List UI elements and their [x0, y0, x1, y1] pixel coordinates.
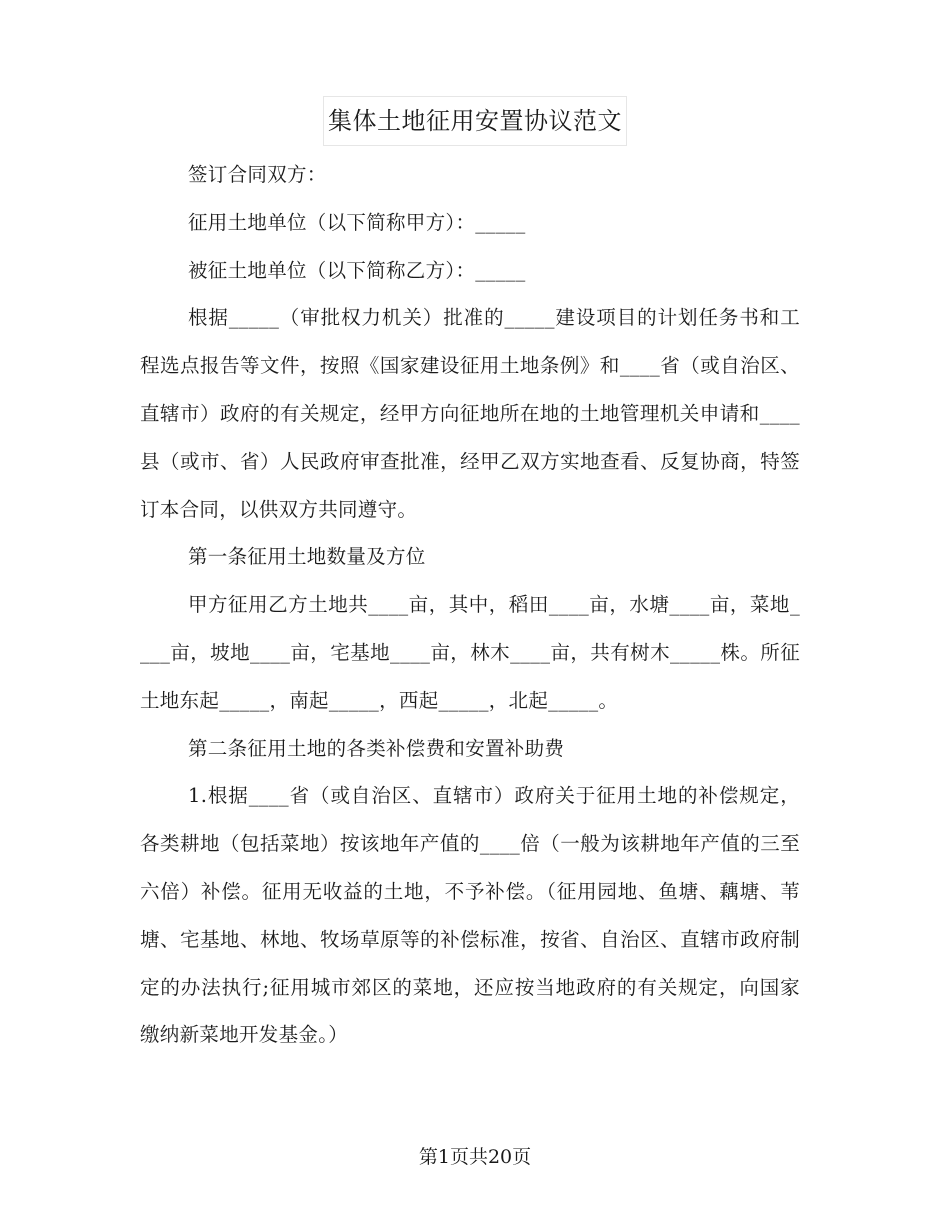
document-body [140, 151, 800, 1059]
paragraph-article-1: 甲方征用乙方土地共____亩，其中，稻田____亩，水塘____亩，菜地____亩，坡地____亩，宅基地____亩，林木____亩，共有树木_____株。所征土地东起_____，南起_____，西起_____，北起_____。 [140, 593, 800, 712]
paragraph-parties: 签订合同双方： [188, 163, 327, 186]
paragraph-preamble: 根据_____（审批权力机关）批准的_____建设项目的计划任务书和工程选点报告等文件，按照《国家建设征用土地条例》和____省（或自治区、直辖市）政府的有关规定，经甲方向征地所在地的土地管理机关申请和____县（或市、省）人民政府审查批准，经甲乙双方实地查看、反复协商，特签订本合同，以供双方共同遵守。 [140, 306, 800, 521]
paragraph-party-a: 征用土地单位（以下简称甲方）：_____ [188, 210, 526, 234]
heading-article-2: 第二条征用土地的各类补偿费和安置补助费 [188, 736, 565, 760]
paragraph-article-2-item-1: 1.根据____省（或自治区、直辖市）政府关于征用土地的补偿规定，各类耕地（包括菜地）按该地年产值的____倍（一般为该耕地年产值的三至六倍）补偿。征用无收益的土地，不予补偿。（征用园地、鱼塘、藕塘、苇塘、宅基地、林地、牧场草原等的补偿标准，按省、自治区、直辖市政府制定的办法执行;征用城市郊区的菜地，还应按当地政府的有关规定，向国家缴纳新菜地开发基金。） [140, 784, 800, 1047]
heading-article-1: 第一条征用土地数量及方位 [188, 545, 426, 569]
paragraph-party-b: 被征土地单位（以下简称乙方）：_____ [188, 258, 526, 282]
page-number-footer: 第1页共20页 [418, 1146, 532, 1168]
title-area [0, 96, 950, 146]
document-title: 集体土地征用安置协议范文 [323, 96, 627, 146]
